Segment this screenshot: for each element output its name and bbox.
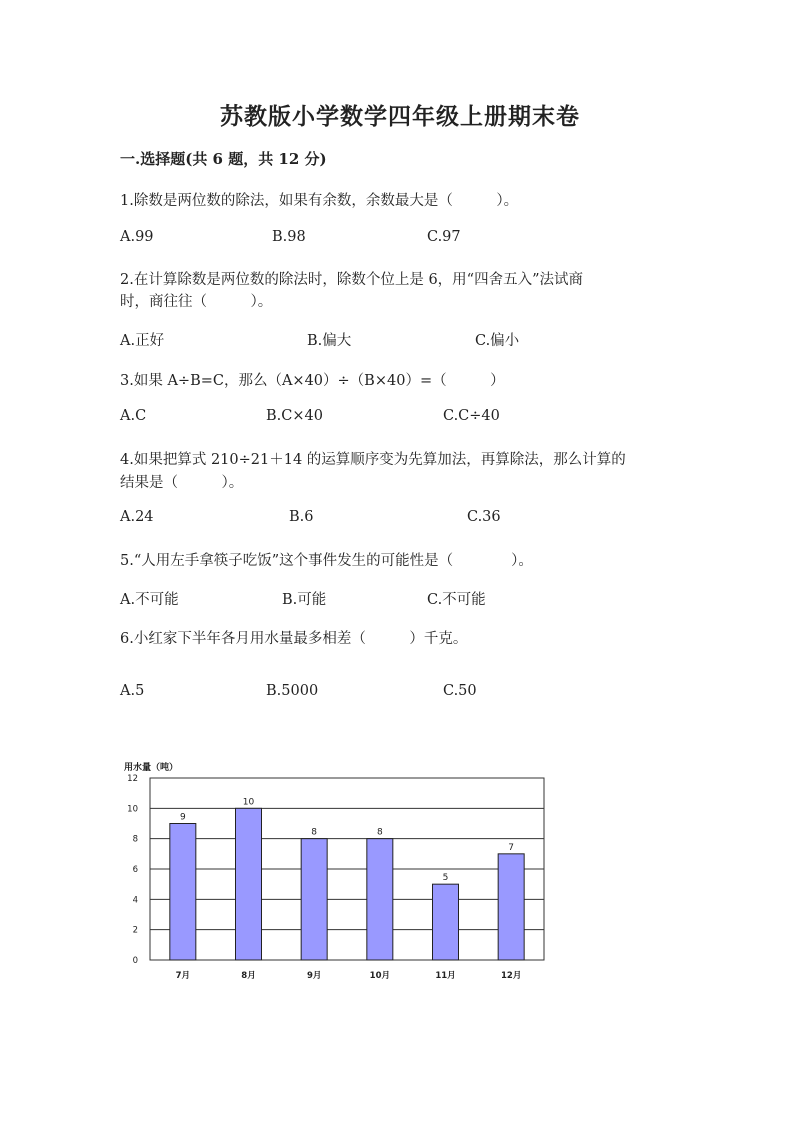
chart-bar-value-label: 7 xyxy=(508,842,515,853)
chart-x-tick-label: 10月 xyxy=(369,971,391,981)
chart-x-tick-label: 9月 xyxy=(306,971,322,981)
question-3-option-a: A.C xyxy=(120,408,147,424)
chart-bar xyxy=(236,808,262,960)
question-2-option-c: C.偏小 xyxy=(475,333,520,349)
question-5-option-c: C.不可能 xyxy=(427,592,486,608)
question-2-text-line-1: 2.在计算除数是两位数的除法时，除数个位上是 6，用“四舍五入”法试商 xyxy=(120,272,583,288)
chart-y-tick-label: 0 xyxy=(132,956,138,966)
question-1-option-c: C.97 xyxy=(427,229,461,245)
question-5-text: 5.“人用左手拿筷子吃饭”这个事件发生的可能性是（ ）。 xyxy=(120,553,533,569)
question-3-option-c: C.C÷40 xyxy=(443,408,500,424)
question-4-text-line-1: 4.如果把算式 210÷21＋14 的运算顺序变为先算加法，再算除法，那么计算的 xyxy=(120,452,626,468)
question-3-option-b: B.C×40 xyxy=(266,408,323,424)
chart-y-axis-label: 用水量（吨） xyxy=(124,763,179,773)
question-6-option-b: B.5000 xyxy=(266,683,319,699)
chart-bar xyxy=(367,839,393,960)
question-5-option-a: A.不可能 xyxy=(120,592,179,608)
chart-bar-value-label: 5 xyxy=(442,873,449,884)
chart-bar xyxy=(170,824,196,961)
question-6-text: 6.小红家下半年各月用水量最多相差（ ）千克。 xyxy=(120,631,468,647)
question-2-option-a: A.正好 xyxy=(120,333,165,349)
chart-y-tick-label: 4 xyxy=(132,895,138,906)
chart-bar xyxy=(498,854,524,960)
chart-y-tick-label: 12 xyxy=(127,774,138,784)
chart-y-tick-label: 10 xyxy=(127,804,138,815)
question-6-option-a: A.5 xyxy=(120,683,145,699)
chart-y-tick-label: 2 xyxy=(132,925,138,936)
question-1-option-a: A.99 xyxy=(120,229,154,245)
question-4-option-b: B.6 xyxy=(289,509,314,525)
chart-x-tick-label: 8月 xyxy=(241,971,256,981)
chart-bar-value-label: 8 xyxy=(376,827,383,838)
question-1-option-b: B.98 xyxy=(272,229,306,245)
question-4-option-c: C.36 xyxy=(467,509,501,525)
question-6-option-c: C.50 xyxy=(443,683,477,699)
chart-x-tick-label: 7月 xyxy=(175,971,191,981)
chart-y-tick-label: 6 xyxy=(132,865,138,875)
section-heading: 一.选择题(共 6 题，共 12 分) xyxy=(120,150,327,168)
chart-bar xyxy=(433,884,459,960)
question-2-option-b: B.偏大 xyxy=(307,333,352,349)
chart-bar-value-label: 9 xyxy=(179,812,186,823)
chart-bar-value-label: 10 xyxy=(242,797,255,808)
chart-x-tick-label: 12月 xyxy=(500,971,522,981)
question-2-text-line-2: 时，商往往（ ）。 xyxy=(120,294,273,310)
question-1-text: 1.除数是两位数的除法，如果有余数，余数最大是（ ）。 xyxy=(120,193,519,209)
chart-y-tick-label: 8 xyxy=(132,834,138,845)
chart-x-tick-label: 11月 xyxy=(435,971,456,981)
chart-bar xyxy=(301,839,327,960)
question-5-option-b: B.可能 xyxy=(282,592,327,608)
question-3-text: 3.如果 A÷B=C，那么（A×40）÷（B×40）=（ ） xyxy=(120,373,505,389)
water-usage-bar-chart xyxy=(118,758,558,988)
question-4-option-a: A.24 xyxy=(120,509,154,525)
page-title: 苏教版小学数学四年级上册期末卷 xyxy=(220,103,580,130)
question-4-text-line-2: 结果是（ ）。 xyxy=(120,475,244,491)
chart-bar-value-label: 8 xyxy=(311,827,318,838)
